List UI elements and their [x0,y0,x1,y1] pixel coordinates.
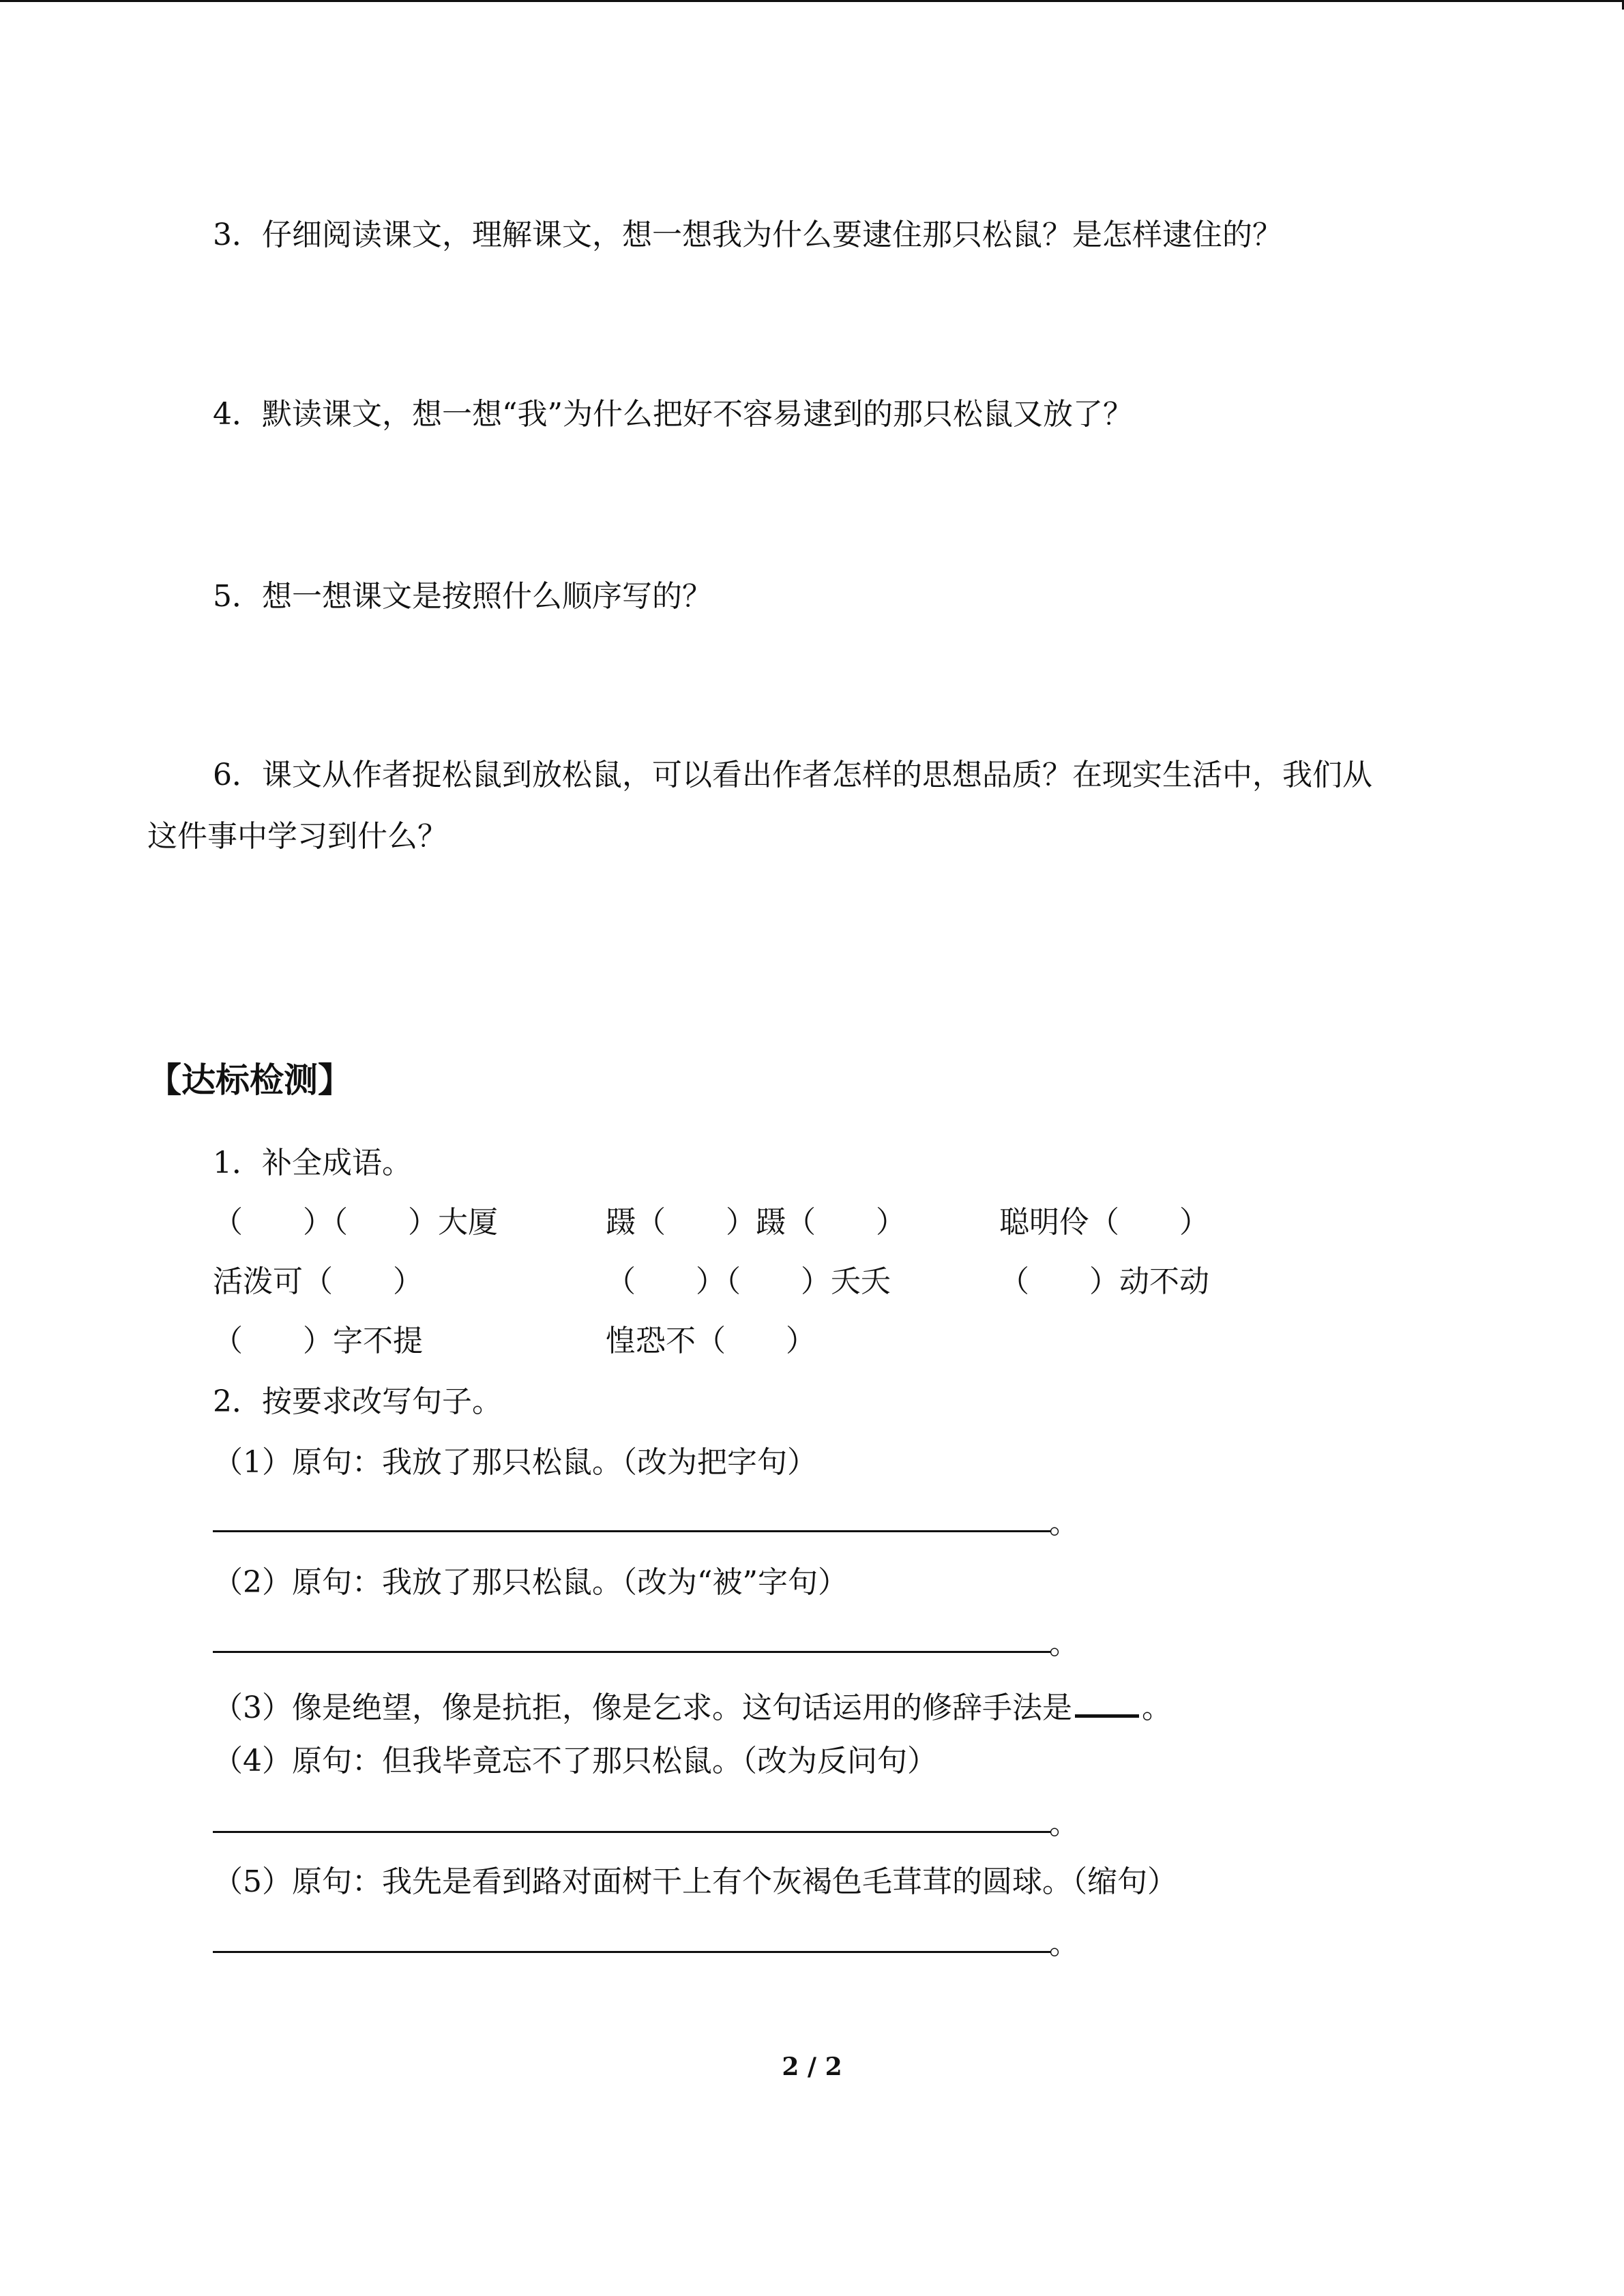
rewrite-sentence-2: （2）原句：我放了那只松鼠。（改为“被”字句） [213,1565,848,1600]
question-5: 5．想一想课文是按照什么顺序写的？ [213,579,712,614]
idiom-item: 活泼可（ ） [213,1264,423,1299]
question-6-line-1: 6．课文从作者捉松鼠到放松鼠，可以看出作者怎样的思想品质？在现实生活中，我们从 [213,758,1372,792]
rewrite-sentence-5: （5）原句：我先是看到路对面树干上有个灰褐色毛茸茸的圆球。（缩句） [213,1864,1177,1899]
idiom-item: 聪明伶（ ） [999,1205,1209,1240]
exercise-2-title: 2．按要求改写句子。 [213,1384,502,1419]
sentence-3-text: （3）像是绝望，像是抗拒，像是乞求。这句话运用的修辞手法是 [213,1690,1072,1725]
rewrite-sentence-3 [213,1682,1172,1729]
exercise-1-title: 1．补全成语。 [213,1146,412,1180]
answer-period: 。 [1049,1806,1079,1841]
answer-underline [213,1951,1050,1953]
sentence-3-end: 。 [1142,1690,1172,1725]
rhetoric-blank[interactable] [1075,1682,1139,1718]
idiom-item: （ ）（ ）大厦 [213,1205,498,1240]
idiom-item: （ ）（ ）夭夭 [606,1264,891,1299]
answer-period: 。 [1049,1506,1079,1540]
section-title: 【达标检测】 [147,1060,352,1100]
page-number: 2 / 2 [782,2053,842,2081]
idiom-item: （ ）字不提 [213,1324,423,1358]
question-6-line-2: 这件事中学习到什么？ [147,819,447,854]
top-border [0,0,1624,2]
rewrite-sentence-4: （4）原句：但我毕竟忘不了那只松鼠。（改为反问句） [213,1744,937,1778]
rewrite-sentence-1: （1）原句：我放了那只松鼠。（改为把字句） [213,1445,817,1480]
answer-period: 。 [1049,1926,1079,1961]
answer-underline [213,1651,1050,1653]
question-4: 4．默读课文，想一想“我”为什么把好不容易逮到的那只松鼠又放了？ [213,397,1133,432]
idiom-item: （ ）动不动 [999,1264,1209,1299]
answer-underline [213,1831,1050,1833]
idiom-item: 蹑（ ）蹑（ ） [606,1205,906,1240]
answer-underline [213,1530,1050,1532]
idiom-item: 惶恐不（ ） [606,1324,816,1358]
answer-period: 。 [1049,1626,1079,1661]
question-3: 3．仔细阅读课文，理解课文，想一想我为什么要逮住那只松鼠？是怎样逮住的？ [213,218,1282,252]
